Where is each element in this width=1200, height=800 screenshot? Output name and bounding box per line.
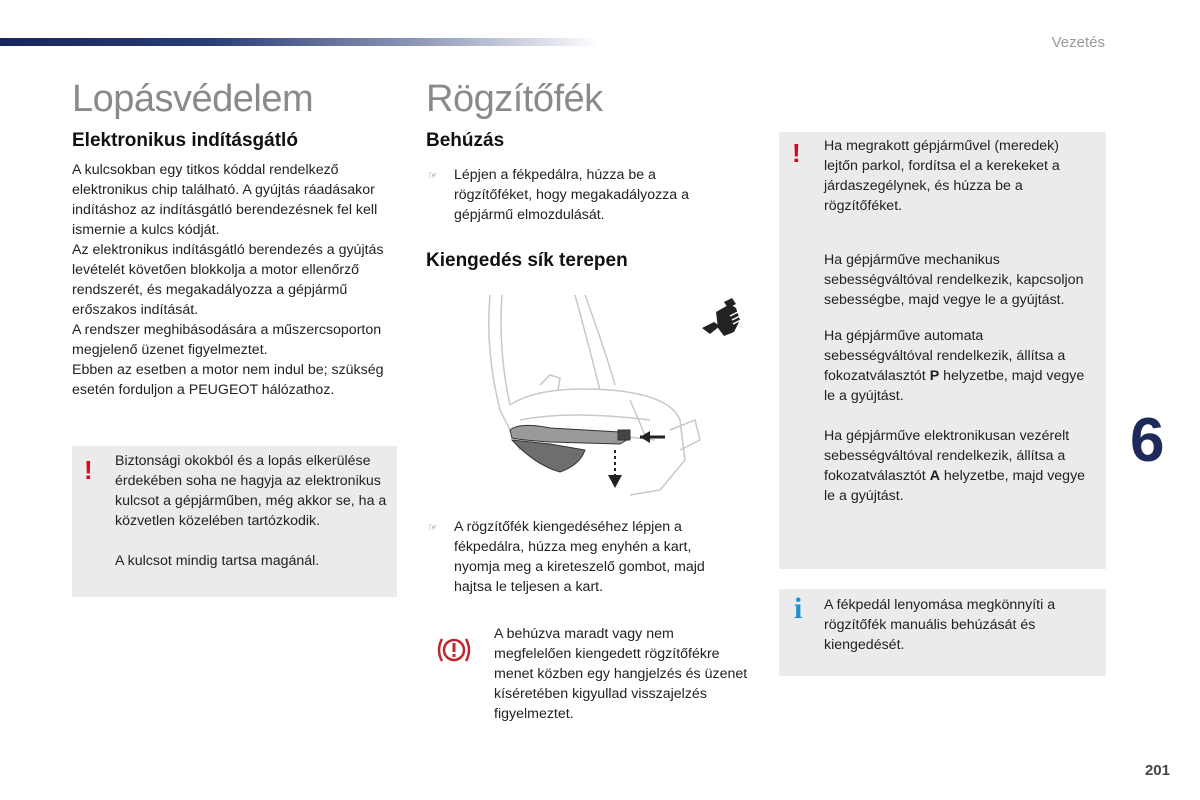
release-bullet	[428, 517, 739, 597]
electronic-position: A	[929, 468, 940, 484]
left-paragraph: Ebben az esetben a motor nem indul be; szükség esetén forduljon a PEUGEOT hálózathoz.	[72, 362, 384, 398]
chapter-number: 6	[1130, 406, 1164, 475]
page-number: 201	[1144, 762, 1170, 779]
info-text: A fékpedál lenyomása megkönnyíti a rögzítőfék manuális behúzását és kiengedését.	[824, 597, 1056, 653]
section-label: Vezetés	[1051, 34, 1105, 51]
left-subtitle: Elektronikus indításgátló	[72, 130, 298, 151]
warning-paragraph: Ha gépjárműve mechanikus sebességváltóval rendelkezik, kapcsoljon sebességbe, majd vegye le a gyújtást.	[824, 252, 1084, 308]
exclamation-icon: !	[84, 455, 93, 485]
middle-title: Rögzítőfék	[426, 78, 603, 120]
warning-paragraph: A kulcsot mindig tartsa magánál.	[115, 553, 320, 569]
left-paragraph: A rendszer meghibásodására a műszercsoporton megjelenő üzenet figyelmeztet.	[72, 322, 382, 358]
left-title: Lopásvédelem	[72, 78, 314, 120]
electronic-text-start: Ha gépjárműve elektronikusan vezérelt sebességváltóval rendelkezik, állítsa a fokozatválasztót	[824, 428, 1070, 484]
warning-paragraph: Ha megrakott gépjárművel (meredek) lejtőn parkol, fordítsa el a kerekeket a járdaszegélynek, és húzza be a rögzítőféket.	[824, 138, 1060, 214]
right-warning-text	[824, 136, 1096, 506]
brake-alert-text: A behúzva maradt vagy nem megfelelően kiengedett rögzítőfékre menet közben egy hangjelzés és üzenet kíséretében kigyullad visszajelzés figyelmeztet.	[494, 626, 748, 722]
left-body	[72, 160, 402, 400]
left-paragraph: Az elektronikus indításgátló berendezés a gyújtás levételét követően blokkolja a motor ellenőrző rendszerét, és megakadályozza a gépjármű erőszakos indítását.	[72, 242, 384, 318]
electronic-text-end: helyzetbe, majd vegye le a gyújtást.	[824, 468, 1086, 504]
engage-bullet	[428, 165, 734, 225]
engage-text: Lépjen a fékpedálra, húzza be a rögzítőféket, hogy megakadályozza a gépjármű elmozdulását.	[454, 167, 690, 223]
auto-text-start: Ha gépjárműve automata sebességváltóval rendelkezik, állítsa a fokozatválasztót	[824, 328, 1066, 384]
bullet-marker-icon: ☞	[428, 522, 438, 534]
warning-paragraph: Biztonsági okokból és a lopás elkerülése érdekében soha ne hagyja az elektronikus kulcsot a gépjárműben, még akkor se, ha a közvetlen közelében tartózkodik.	[115, 453, 387, 529]
exclamation-icon: !	[792, 138, 801, 168]
info-icon: i	[794, 592, 803, 625]
auto-gearbox-paragraph	[824, 326, 1096, 406]
parking-brake-warning-icon	[436, 634, 472, 666]
auto-text-end: helyzetbe, majd vegye le a gyújtást.	[824, 368, 1085, 404]
bullet-marker-icon: ☞	[428, 170, 438, 182]
release-text: A rögzítőfék kiengedéséhez lépjen a fékpedálra, húzza meg enyhén a kart, nyomja meg a kireteszelő gombot, majd hajtsa le teljesen a kart.	[454, 519, 705, 595]
auto-position: P	[929, 368, 940, 384]
electronic-gearbox-paragraph	[824, 426, 1096, 506]
left-warning-text	[115, 451, 390, 571]
hand-icon	[700, 298, 748, 340]
release-subtitle: Kiengedés sík terepen	[426, 250, 628, 271]
header-bar	[0, 38, 600, 46]
engage-subtitle: Behúzás	[426, 130, 505, 151]
left-paragraph: A kulcsokban egy titkos kóddal rendelkező elektronikus chip található. A gyújtás ráadásakor indításhoz az indításgátló berendezésnek fel kell ismernie a kulcs kódját.	[72, 162, 378, 238]
